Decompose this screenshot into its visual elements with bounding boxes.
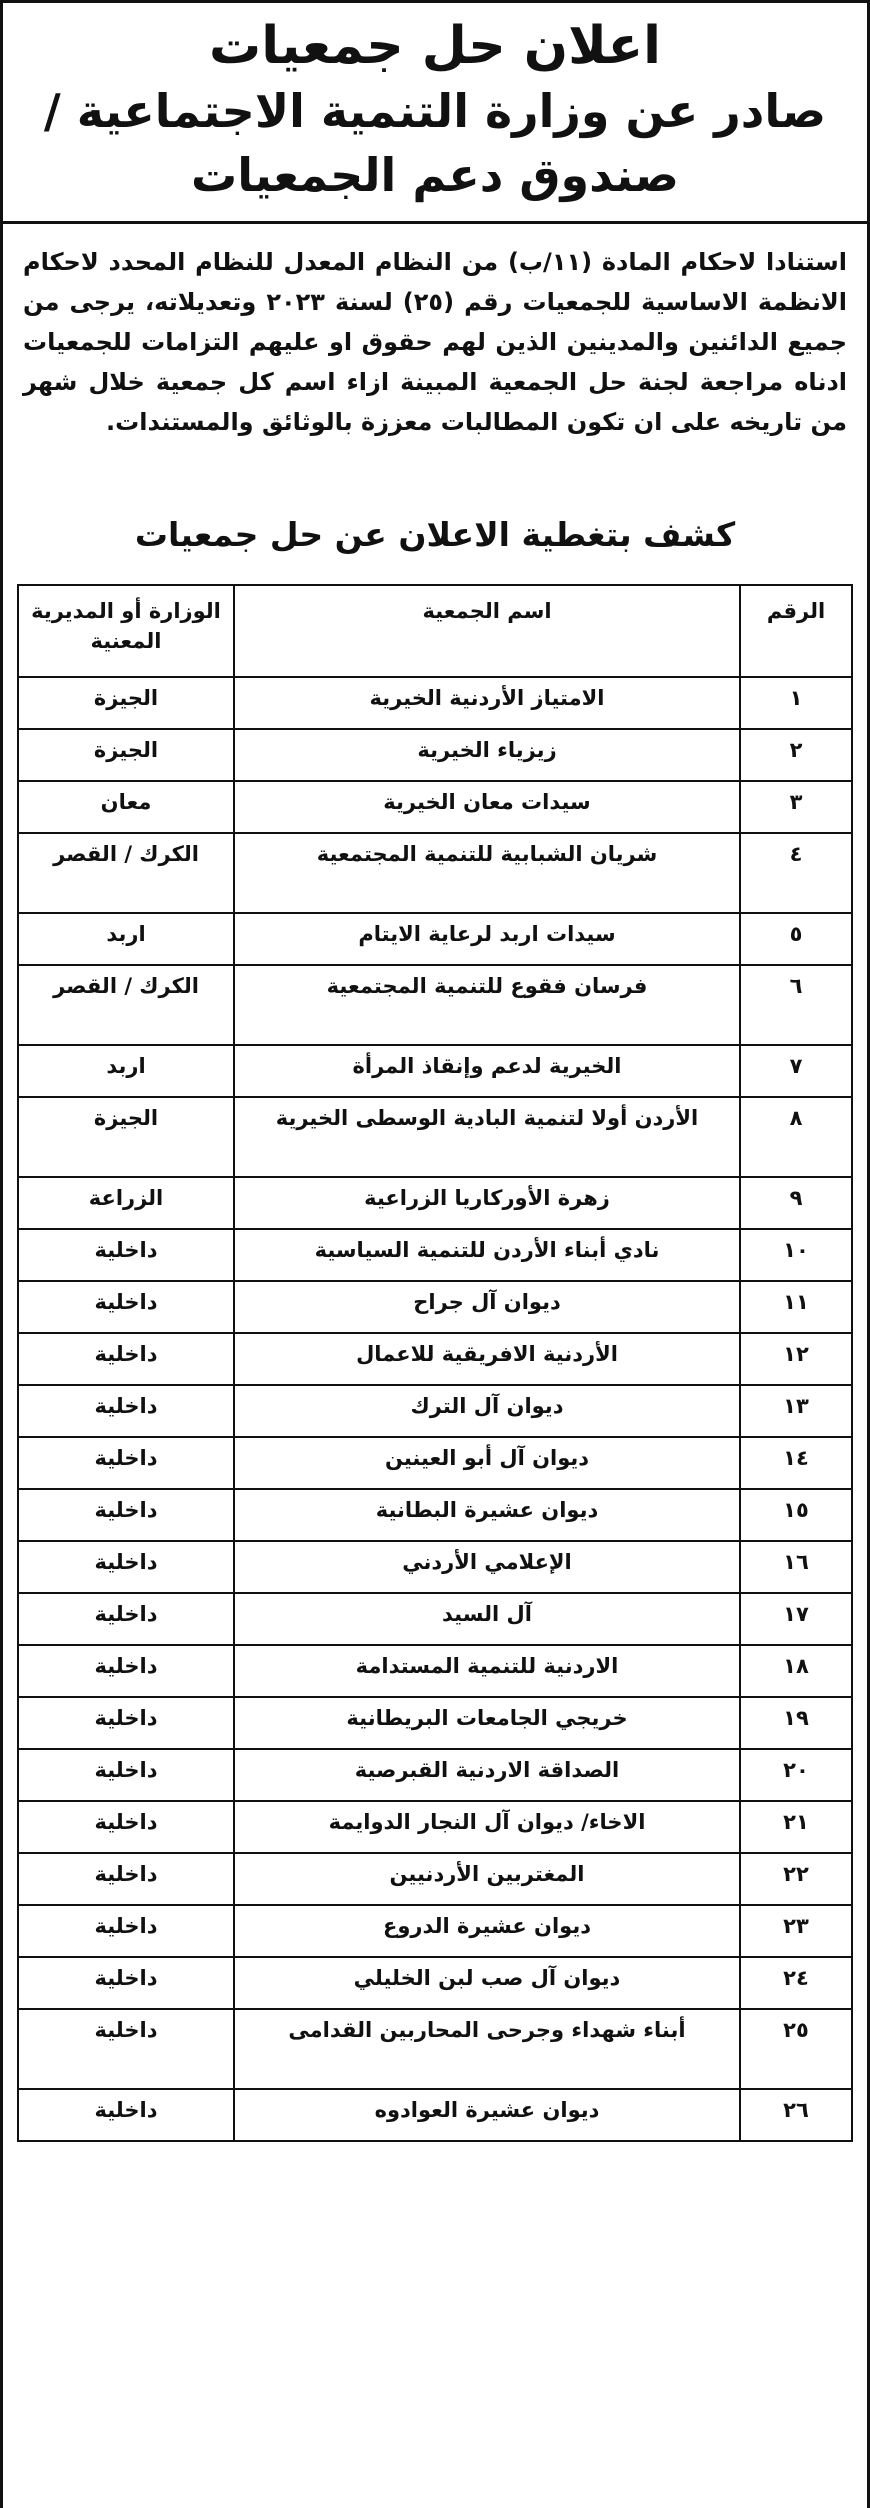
association-name: الخيرية لدعم وإنقاذ المرأة [234, 1045, 740, 1097]
header-number: الرقم [740, 585, 852, 677]
row-number: ١١ [740, 1281, 852, 1333]
row-number: ١٦ [740, 1541, 852, 1593]
table-row [18, 2009, 852, 2089]
row-number: ١٤ [740, 1437, 852, 1489]
association-name: ديوان آل أبو العينين [234, 1437, 740, 1489]
table-row [18, 1045, 852, 1097]
row-number: ٢٤ [740, 1957, 852, 2009]
association-name: آل السيد [234, 1593, 740, 1645]
association-name: ديوان آل الترك [234, 1385, 740, 1437]
row-number: ٥ [740, 913, 852, 965]
announcement-header [3, 3, 867, 207]
ministry-name: داخلية [18, 1697, 234, 1749]
table-row [18, 781, 852, 833]
ministry-name: داخلية [18, 1229, 234, 1281]
row-number: ٦ [740, 965, 852, 1045]
table-row [18, 1749, 852, 1801]
association-name: ديوان عشيرة الدروع [234, 1905, 740, 1957]
ministry-name: داخلية [18, 1489, 234, 1541]
row-number: ٢ [740, 729, 852, 781]
table-row [18, 1437, 852, 1489]
fund-line: صندوق دعم الجمعيات [191, 148, 679, 202]
intro-paragraph: استنادا لاحكام المادة (١١/ب) من النظام المعدل للنظام المحدد لاحكام الانظمة الاساسية للجمعيات رقم (٢٥) لسنة ٢٠٢٣ وتعديلاته، يرجى من جميع الدائنين والمدينين الذين لهم حقوق او عليهم التزامات للجمعيات ادناه مراجعة لجنة حل الجمعية المبينة ازاء اسم كل جمعية خلال شهر من تاريخه على ان تكون المطالبات معززة بالوثائق والمستندات. [23, 248, 848, 436]
table-row [18, 729, 852, 781]
table-row [18, 677, 852, 729]
association-name: الإعلامي الأردني [234, 1541, 740, 1593]
table-row [18, 1333, 852, 1385]
ministry-name: داخلية [18, 2009, 234, 2089]
association-name: ديوان آل جراح [234, 1281, 740, 1333]
table-row [18, 1801, 852, 1853]
ministry-name: داخلية [18, 1281, 234, 1333]
ministry-name: الجيزة [18, 1097, 234, 1177]
table-row [18, 913, 852, 965]
row-number: ١ [740, 677, 852, 729]
association-name: المغتربين الأردنيين [234, 1853, 740, 1905]
header-name: اسم الجمعية [234, 585, 740, 677]
row-number: ٢٥ [740, 2009, 852, 2089]
table-row [18, 2089, 852, 2141]
row-number: ٧ [740, 1045, 852, 1097]
table-row [18, 1489, 852, 1541]
announcement-title: اعلان حل جمعيات [208, 16, 661, 76]
table-row [18, 1853, 852, 1905]
header-ministry: الوزارة أو المديرية المعنية [18, 585, 234, 677]
ministry-name: اربد [18, 913, 234, 965]
table-row [18, 833, 852, 913]
association-name: الامتياز الأردنية الخيرية [234, 677, 740, 729]
row-number: ١٩ [740, 1697, 852, 1749]
row-number: ٨ [740, 1097, 852, 1177]
association-name: زهرة الأوركاريا الزراعية [234, 1177, 740, 1229]
table-row [18, 1541, 852, 1593]
table-row [18, 1281, 852, 1333]
ministry-name: الزراعة [18, 1177, 234, 1229]
association-name: الأردنية الافريقية للاعمال [234, 1333, 740, 1385]
ministry-name: داخلية [18, 1645, 234, 1697]
ministry-name: داخلية [18, 1801, 234, 1853]
association-name: ديوان آل صب لبن الخليلي [234, 1957, 740, 2009]
row-number: ١٠ [740, 1229, 852, 1281]
ministry-name: الجيزة [18, 677, 234, 729]
association-name: الأردن أولا لتنمية البادية الوسطى الخيرية [234, 1097, 740, 1177]
row-number: ٢٢ [740, 1853, 852, 1905]
ministry-name: داخلية [18, 1957, 234, 2009]
table-row [18, 1645, 852, 1697]
row-number: ١٧ [740, 1593, 852, 1645]
list-title: كشف بتغطية الاعلان عن حل جمعيات [134, 515, 736, 554]
row-number: ٢٦ [740, 2089, 852, 2141]
table-row [18, 1177, 852, 1229]
table-row [18, 1385, 852, 1437]
table-row [18, 965, 852, 1045]
table-header-row [18, 585, 852, 677]
table-row [18, 1229, 852, 1281]
association-name: ديوان عشيرة البطانية [234, 1489, 740, 1541]
association-name: خريجي الجامعات البريطانية [234, 1697, 740, 1749]
association-name: أبناء شهداء وجرحى المحاربين القدامى [234, 2009, 740, 2089]
row-number: ١٥ [740, 1489, 852, 1541]
row-number: ٤ [740, 833, 852, 913]
table-row [18, 1697, 852, 1749]
row-number: ٩ [740, 1177, 852, 1229]
ministry-name: داخلية [18, 1905, 234, 1957]
association-name: زيزياء الخيرية [234, 729, 740, 781]
ministry-name: معان [18, 781, 234, 833]
associations-table [17, 584, 853, 2142]
table-row [18, 1905, 852, 1957]
row-number: ٣ [740, 781, 852, 833]
row-number: ١٣ [740, 1385, 852, 1437]
association-name: نادي أبناء الأردن للتنمية السياسية [234, 1229, 740, 1281]
association-name: سيدات معان الخيرية [234, 781, 740, 833]
ministry-name: داخلية [18, 1853, 234, 1905]
table-row [18, 1957, 852, 2009]
association-name: ديوان عشيرة العوادوه [234, 2089, 740, 2141]
ministry-name: داخلية [18, 1541, 234, 1593]
row-number: ١٢ [740, 1333, 852, 1385]
ministry-name: الكرك / القصر [18, 833, 234, 913]
association-name: شريان الشبابية للتنمية المجتمعية [234, 833, 740, 913]
table-row [18, 1097, 852, 1177]
table-row [18, 1593, 852, 1645]
ministry-name: داخلية [18, 1749, 234, 1801]
row-number: ٢٠ [740, 1749, 852, 1801]
association-name: الاخاء/ ديوان آل النجار الدوايمة [234, 1801, 740, 1853]
association-name: الاردنية للتنمية المستدامة [234, 1645, 740, 1697]
issuer-line: صادر عن وزارة التنمية الاجتماعية / [43, 84, 827, 138]
row-number: ١٨ [740, 1645, 852, 1697]
ministry-name: الكرك / القصر [18, 965, 234, 1045]
ministry-name: الجيزة [18, 729, 234, 781]
ministry-name: اربد [18, 1045, 234, 1097]
ministry-name: داخلية [18, 1385, 234, 1437]
table-body [18, 677, 852, 2141]
ministry-name: داخلية [18, 1593, 234, 1645]
ministry-name: داخلية [18, 1437, 234, 1489]
association-name: الصداقة الاردنية القبرصية [234, 1749, 740, 1801]
row-number: ٢١ [740, 1801, 852, 1853]
ministry-name: داخلية [18, 2089, 234, 2141]
association-name: فرسان فقوع للتنمية المجتمعية [234, 965, 740, 1045]
ministry-name: داخلية [18, 1333, 234, 1385]
row-number: ٢٣ [740, 1905, 852, 1957]
association-name: سيدات اربد لرعاية الايتام [234, 913, 740, 965]
